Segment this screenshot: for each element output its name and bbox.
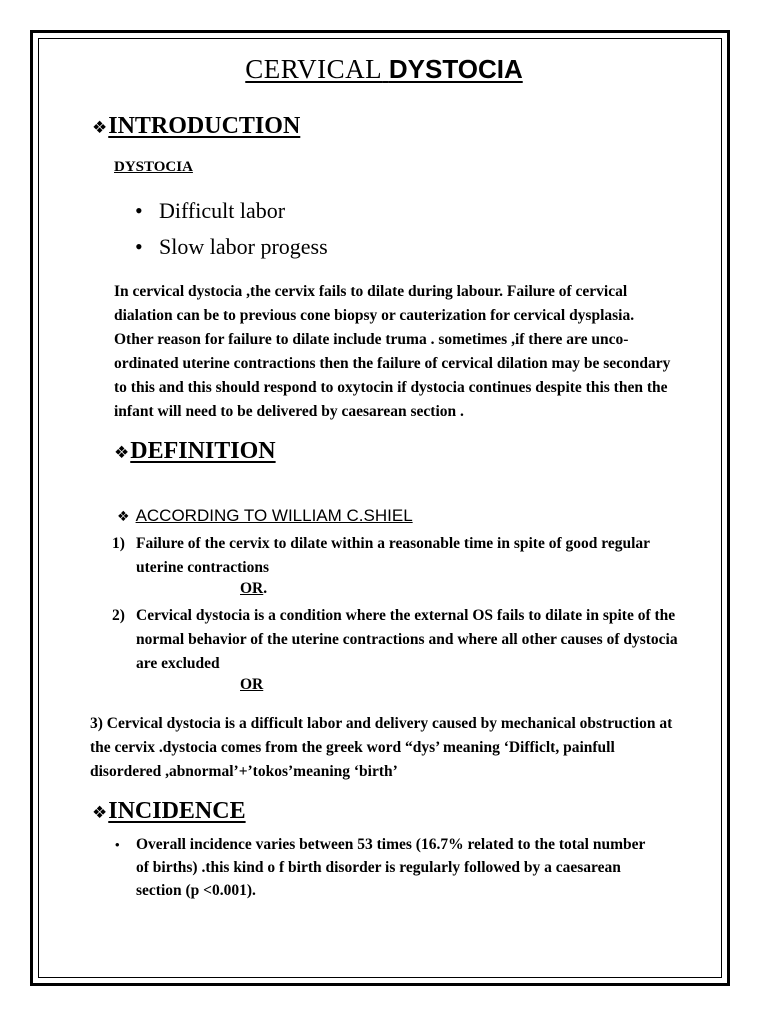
page-title <box>0 54 768 85</box>
filled-circle-bullet-icon: • <box>135 234 143 259</box>
or-separator-1 <box>240 580 267 598</box>
incidence-bullet-text: Overall incidence varies between 53 times (16.7% related to the total number of births) .this kind o f birth disorder is regularly followed by a caesarean section (p <0.001). <box>136 836 646 899</box>
intro-bullet-2-text: Slow labor progess <box>159 234 328 259</box>
title-part-2: DYSTOCIA <box>388 54 523 84</box>
definition-item-1 <box>112 532 652 580</box>
incidence-bullet <box>115 833 650 902</box>
definition-item-3: 3) Cervical dystocia is a difficult labor and delivery caused by mechanical obstruction at the cervix .dystocia comes from the greek word “dys’ meaning ‘Difficlt, painfull disordered ,abnormal’+’tokos’meaning ‘birth’ <box>90 715 673 780</box>
or-separator-2: OR <box>240 676 264 693</box>
diamond-four-star-icon: ❖ <box>117 509 130 525</box>
introduction-heading-text: INTRODUCTION <box>108 113 301 139</box>
dystocia-subheading: DYSTOCIA <box>114 159 193 175</box>
diamond-four-star-icon: ❖ <box>92 118 108 138</box>
definition-heading-text: DEFINITION <box>130 438 276 464</box>
or-label-1: OR <box>240 580 264 597</box>
diamond-four-star-icon: ❖ <box>92 803 108 823</box>
definition-item-1-number: 1) <box>112 535 125 552</box>
definition-item-1-text: Failure of the cervix to dilate within a reasonable time in spite of good regular uterine contractions <box>136 535 650 576</box>
definition-item-2-number: 2) <box>112 607 125 624</box>
filled-circle-bullet-icon: • <box>135 198 143 223</box>
intro-bullet-1-text: Difficult labor <box>159 198 286 223</box>
or-label-1-suffix: . <box>263 580 268 597</box>
intro-bullet-1 <box>135 198 285 224</box>
definition-item-2-text: Cervical dystocia is a condition where the external OS fails to dilate in spite of the normal behavior of the uterine contractions and where all other causes of dystocia are excluded <box>136 607 678 672</box>
definition-heading <box>114 438 276 465</box>
introduction-heading <box>92 113 300 140</box>
small-dot-bullet-icon: • <box>115 837 120 852</box>
diamond-four-star-icon: ❖ <box>114 443 130 463</box>
definition-subheading <box>117 506 413 526</box>
definition-item-2 <box>112 604 682 676</box>
title-part-1: CERVICAL <box>245 54 383 84</box>
intro-bullet-2 <box>135 234 328 260</box>
incidence-heading-text: INCIDENCE <box>108 798 246 824</box>
incidence-heading <box>92 798 246 825</box>
introduction-paragraph: In cervical dystocia ,the cervix fails to dilate during labour. Failure of cervical dialation can be to previous cone biopsy or cauterization for cervical dysplasia. Other reason for failure to dilate include truma . sometimes ,if there are unco-ordinated uterine contractions then the failure of cervical dilation may be secondary to this and this should respond to oxytocin if dystocia continues despite this then the infant will need to be delivered by caesarean section . <box>114 283 671 420</box>
definition-subheading-text: ACCORDING TO WILLIAM C.SHIEL <box>135 506 413 525</box>
